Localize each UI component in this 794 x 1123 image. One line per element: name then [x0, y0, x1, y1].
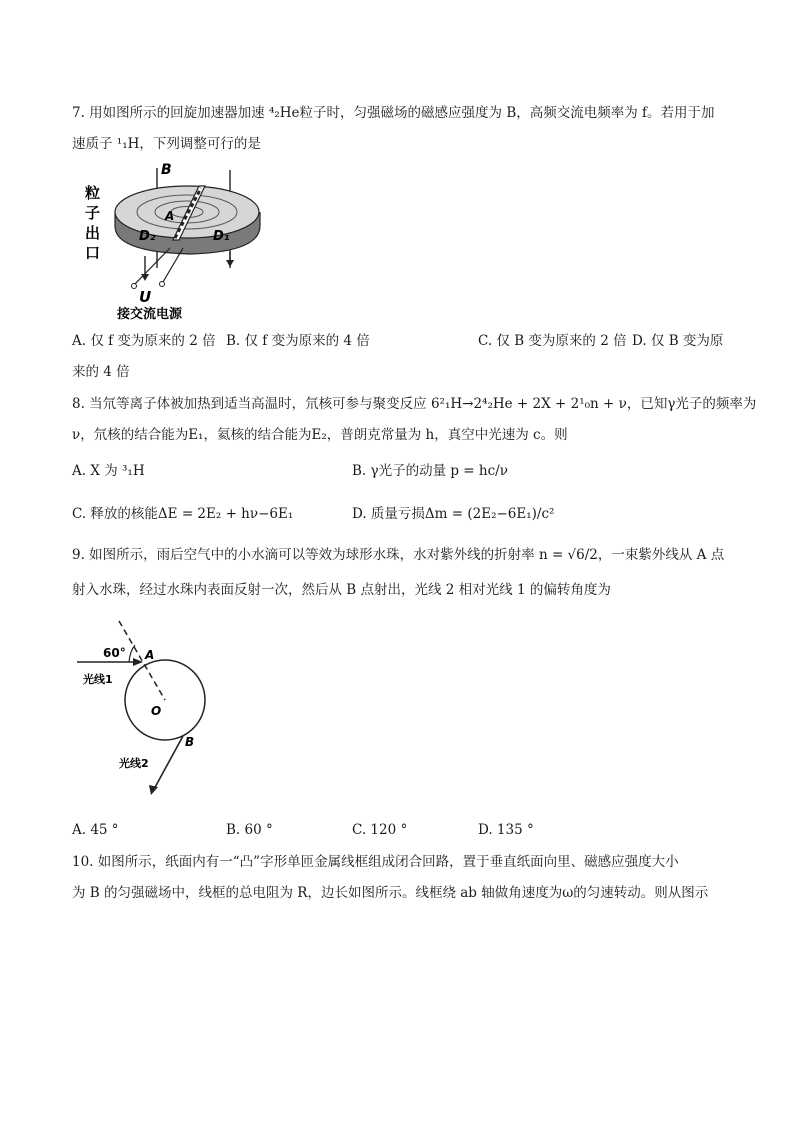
q9-option-a: A. 45 °	[72, 822, 119, 838]
outgoing-ray	[153, 736, 183, 791]
exit-char-3: 出	[85, 224, 101, 242]
cyclotron-figure	[75, 160, 265, 320]
center-o-label: O	[151, 704, 162, 718]
q9-option-c: C. 120 °	[352, 822, 408, 838]
q8-stem-line2: ν，氘核的结合能为E₁，氦核的结合能为E₂，普朗克常量为 h，真空中光速为 c。则	[72, 427, 568, 443]
q9-stem-line1: 9. 如图所示，雨后空气中的小水滴可以等效为球形水珠，水对紫外线的折射率 n = √6/2，一束紫外线从 A 点	[72, 547, 725, 563]
q8-option-c: C. 释放的核能ΔE = 2E₂ + hν−6E₁	[72, 506, 294, 522]
q7-option-c: C. 仅 B 变为原来的 2 倍	[478, 333, 627, 349]
q10-stem-line1: 10. 如图所示，纸面内有一“凸”字形单匝金属线框组成闭合回路，置于垂直纸面向里、磁感应强度大小	[72, 854, 679, 870]
q8-stem-line1: 8. 当氘等离子体被加热到适当高温时，氘核可参与聚变反应 6²₁H→2⁴₂He + 2X + 2¹₀n + ν，已知γ光子的频率为	[72, 396, 757, 412]
cyclotron-diagram	[75, 160, 265, 320]
q10-stem-line2: 为 B 的匀强磁场中，线框的总电阻为 R，边长如图所示。线框绕 ab 轴做角速度为ω的匀速转动。则从图示	[72, 885, 709, 901]
point-a-label: A	[145, 648, 155, 662]
terminal	[132, 284, 137, 289]
q7-option-d-continued: 来的 4 倍	[72, 364, 130, 380]
q8-option-a: A. X 为 ³₁H	[72, 463, 145, 479]
arrow	[141, 274, 149, 281]
ray1-label: 光线1	[83, 673, 113, 686]
q9-stem-line2: 射入水珠，经过水珠内表面反射一次，然后从 B 点射出，光线 2 相对光线 1 的偏转角度为	[72, 582, 611, 598]
q7-stem-line1: 7. 用如图所示的回旋加速器加速 ⁴₂He粒子时，匀强磁场的磁感应强度为 B，高频交流电频率为 f。若用于加	[72, 105, 715, 121]
q7-option-b: B. 仅 f 变为原来的 4 倍	[226, 333, 370, 349]
label-a: A	[165, 209, 175, 223]
point-b-label: B	[185, 735, 195, 749]
terminal	[160, 282, 165, 287]
q7-stem-line2: 速质子 ¹₁H，下列调整可行的是	[72, 136, 261, 152]
q7-option-d: D. 仅 B 变为原	[632, 333, 724, 349]
exit-char-1: 粒	[85, 184, 101, 202]
ray2-label: 光线2	[119, 757, 149, 770]
exit-char-4: 口	[85, 244, 101, 262]
label-u: U	[139, 288, 152, 306]
droplet-diagram	[75, 615, 225, 800]
label-d1: D₁	[213, 229, 230, 244]
label-b: B	[161, 162, 172, 178]
q7-option-a: A. 仅 f 变为原来的 2 倍	[72, 333, 216, 349]
exit-char-2: 子	[85, 204, 101, 222]
arrow	[226, 260, 234, 267]
q9-option-b: B. 60 °	[226, 822, 273, 838]
angle-label: 60°	[103, 646, 126, 660]
figure-caption: 接交流电源	[117, 307, 183, 320]
q8-option-d: D. 质量亏损Δm = (2E₂−6E₁)/c²	[352, 506, 555, 522]
q8-option-b: B. γ光子的动量 p = hc/ν	[352, 463, 508, 479]
outgoing-arrow	[149, 785, 158, 795]
q9-option-d: D. 135 °	[478, 822, 534, 838]
water-droplet-figure	[75, 615, 225, 800]
label-d2: D₂	[139, 229, 156, 244]
